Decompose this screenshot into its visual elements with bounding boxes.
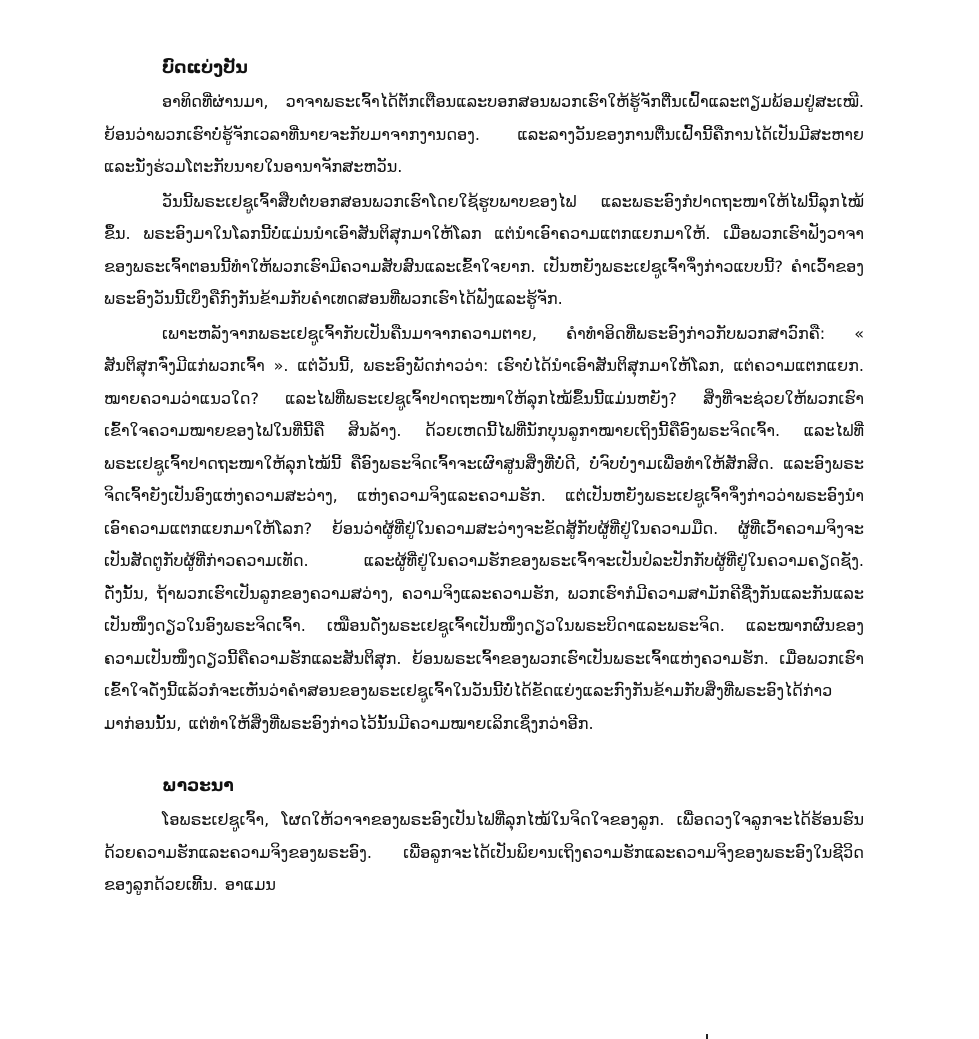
reflection-paragraph-1: ອາທິດທີ່ຜ່ານມາ, ວາຈາພຣະເຈົ້າໄດ້ຕັກເຕືອນແລະບອກສອນພວກເຮົາໃຫ້ຮູ້ຈັກຕື່ນເຝົ້າແລະຕຽມພ້ອມຢູ່ສະເໝີ. ຍ້ອນວ່າພວກເຮົາບໍ່ຮູ້ຈັກເວລາທີ່ນາຍຈະກັບມາຈາກງານດອງ. ແລະລາງວັນຂອງການຕື່ນເຝົ້ານີ້ຄືການໄດ້ເປັນມີສະຫາຍແລະນັ່ງຮ່ວມໂຕະກັບນາຍໃນອານາຈັກສະຫວັນ. xyxy=(104,92,864,176)
reflection-heading: ບົດແບ່ງປັນ xyxy=(162,58,248,78)
page-edge-mark xyxy=(706,1034,708,1039)
section-spacer xyxy=(104,742,864,772)
prayer-paragraph: ໂອພຣະເຢຊູເຈົ້າ, ໂຜດໃຫ້ວາຈາຂອງພຣະອົງເປັນໄຟທີ່ລຸກໄໝ້ໃນຈິດໃຈຂອງລູກ. ເພື່ອດວງໃຈລູກຈະໄດ້ຮ້ອນຮົນດ້ວຍຄວາມຮັກແລະຄວາມຈິງຂອງພຣະອົງ. ເພື່ອລູກຈະໄດ້ເປັນພິຍານເຖິງຄວາມຮັກແລະຄວາມຈິງຂອງພຣະອົງໃນຊີວິດຂອງລູກດ້ວຍເທີ້ນ. ອາແມນ xyxy=(104,810,864,894)
prayer-heading: ພາວະນາ xyxy=(162,776,234,796)
reflection-paragraph-3: ເພາະຫລັງຈາກພຣະເຢຊູເຈົ້າກັບເປັນຄືນມາຈາກຄວາມຕາຍ, ຄຳທຳອິດທີ່ພຣະອົງກ່າວກັບພວກສາວົກຄື: « ສັນຕິສຸກຈົ່ງມີແກ່ພວກເຈົ້າ ». ແຕ່ວັນນີ້, ພຣະອົງພັດກ່າວວ່າ: ເຮົາບໍ່ໄດ້ນຳເອົາສັນຕິສຸກມາໃຫ້ໂລກ, ແຕ່ຄວາມແຕກແຍກ. ໝາຍຄວາມວ່າແນວໃດ? ແລະໄຟທີ່ພຣະເຢຊູເຈົ້າປາດຖະໜາໃຫ້ລຸກໄໝ້ຂຶ້ນນີ້ແມ່ນຫຍັງ? ສິ່ງທີ່ຈະຊ່ວຍໃຫ້ພວກເຮົາເຂົ້າໃຈຄວາມໝາຍຂອງໄຟໃນທີ່ນີ້ຄື ສິນລ້າງ. ດ້ວຍເຫດນີ້ໄຟທີ່ນັກບຸນລູກາໝາຍເຖິງນີ້ຄືອົງພຣະຈິດເຈົ້າ. ແລະໄຟທີ່ພຣະເຢຊູເຈົ້າປາດຖະໜາໃຫ້ລຸກໄໝ້ນີ້ ຄືອົງພຣະຈິດເຈົ້າຈະເຜົາສູນສິ່ງທີ່ບໍ່ດີ, ບໍ່ຈົບບໍ່ງາມເພື່ອທຳໃຫ້ສັກສິດ. ແລະອົງພຣະຈິດເຈົ້າຍັງເປັນອົງແຫ່ງຄວາມສະວ່າງ, ແຫ່ງຄວາມຈິງແລະຄວາມຮັກ. ແຕ່ເປັນຫຍັງພຣະເຢຊູເຈົ້າຈຶ່ງກ່າວວ່າພຣະອົງນຳເອົາຄວາມແຕກແຍກມາໃຫ້ໂລກ? ຍ້ອນວ່າຜູ້ທີ່ຢູ່ໃນຄວາມສະວ່າງຈະຂັດສູ້ກັບຜູ້ທີ່ຢູ່ໃນຄວາມມືດ. ຜູ້ທີ່ເວົ້າຄວາມຈິງຈະເປັນສັດຕູກັບຜູ້ທີ່ກ່າວຄວາມເທັດ. ແລະຜູ້ທີ່ຢູ່ໃນຄວາມຮັກຂອງພຣະເຈົ້າຈະເປັນປໍລະປັກກັບຜູ້ທີ່ຢູ່ໃນຄວາມຄຽດຊັງ. ດັ່ງນັ້ນ, ຖ້າພວກເຮົາເປັນລູກຂອງຄວາມສວ່າງ, ຄວາມຈິງແລະຄວາມຮັກ, ພວກເຮົາກໍມີຄວາມສາມັກຄີຊື່ງກັນແລະກັນແລະເປັນໜຶ່ງດຽວໃນອົງພຣະຈິດເຈົ້າ. ເໝືອນດັ່ງພຣະເຢຊູເຈົ້າເປັນໜຶ່ງດຽວໃນພຣະບິດາແລະພຣະຈິດ. ແລະໝາກຜົນຂອງຄວາມເປັນໜຶ່ງດຽວນີ້ຄືຄວາມຮັກແລະສັນຕິສຸກ. ຍ້ອນພຣະເຈົ້າຂອງພວກເຮົາເປັນພຣະເຈົ້າແຫ່ງຄວາມຮັກ. ເມື່ອພວກເຮົາເຂົ້າໃຈດັ່ງນີ້ແລ້ວກໍຈະເຫັນວ່າຄຳສອນຂອງພຣະເຢຊູເຈົ້າໃນວັນນີ້ບໍ່ໄດ້ຂັດແຍ່ງແລະກົງກັນຂ້າມກັບສິ່ງທີ່ພຣະອົງໄດ້ກ່າວມາກ່ອນນັ້ນ, ແຕ່ທຳໃຫ້ສິ່ງທີ່ພຣະອົງກ່າວໄວ້ນັ້ນມີຄວາມໝາຍເລິກເຊິ່ງກວ່າອີກ. xyxy=(104,323,864,733)
document-page xyxy=(104,54,864,904)
reflection-paragraph-2: ວັນນີ້ພຣະເຢຊູເຈົ້າສືບຕໍ່ບອກສອນພວກເຮົາໂດຍໃຊ້ຮູບພາບຂອງໄຟ ແລະພຣະອົງກໍປາດຖະໜາໃຫ້ໄຟນີ້ລຸກໄໝ້ຂຶ້ນ. ພຣະອົງມາໃນໂລກນີ້ບໍ່ແມ່ນນຳເອົາສັນຕິສຸກມາໃຫ້ໂລກ ແຕ່ນຳເອົາຄວາມແຕກແຍກມາໃຫ້. ເມື່ອພວກເຮົາຟັງວາຈາຂອງພຣະເຈົ້າຕອນນີ້ທຳໃຫ້ພວກເຮົາມີຄວາມສັບສົນແລະເຂົ້າໃຈຍາກ. ເປັນຫຍັງພຣະເຢຊູເຈົ້າຈຶ່ງກ່າວແບບນີ້? ຄຳເວົ້າຂອງພຣະອົງວັນນີ້ເບິ່ງຄືກົງກັນຂ້າມກັບຄຳເທດສອນທີ່ພວກເຮົາໄດ້ຟັງແລະຮູ້ຈັກ. xyxy=(104,191,864,308)
